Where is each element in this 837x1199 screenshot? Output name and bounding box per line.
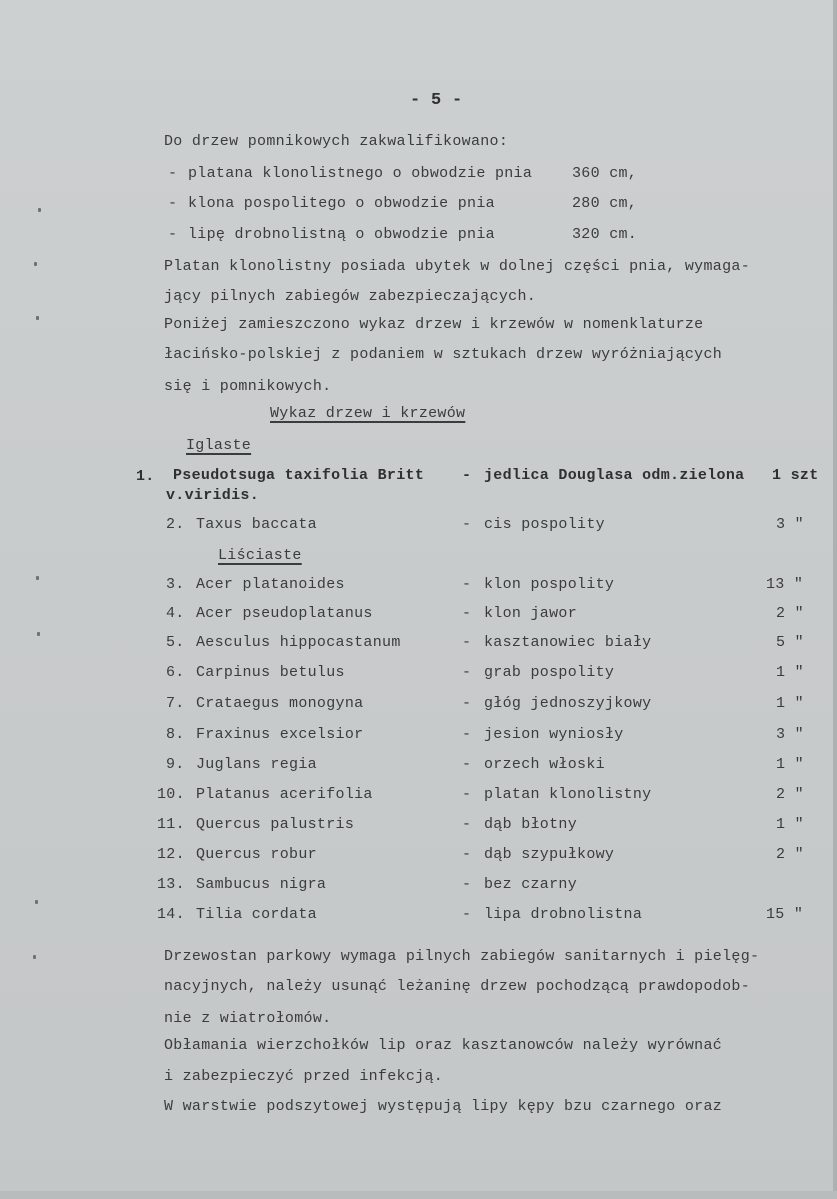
row-dash: -	[462, 786, 472, 803]
row-count: 1 "	[776, 816, 804, 833]
paragraph-line: łacińsko-polskiej z podaniem w sztukach drzew wyróżniających	[164, 346, 723, 363]
row-number: 9.	[166, 756, 185, 773]
intro-item-value: 360 cm,	[572, 165, 638, 182]
row-number: 7.	[166, 695, 185, 712]
intro-item-value: 280 cm,	[572, 195, 638, 212]
closing-line: nie z wiatrołomów.	[164, 1010, 332, 1027]
row-dash: -	[462, 634, 472, 651]
closing-line: Drzewostan parkowy wymaga pilnych zabiegów sanitarnych i pielęg-	[164, 948, 760, 965]
row-latin: Tilia cordata	[196, 906, 317, 923]
row-latin: Taxus baccata	[196, 516, 317, 533]
row-latin: Platanus acerifolia	[196, 786, 373, 803]
intro-item-bullet: -	[168, 195, 178, 212]
row-polish: dąb błotny	[484, 816, 578, 833]
row-latin: Carpinus betulus	[196, 664, 345, 681]
closing-line: W warstwie podszytowej występują lipy kępy bzu czarnego oraz	[164, 1098, 723, 1115]
row-number: 3.	[166, 576, 185, 593]
row-count: 1 "	[776, 664, 804, 681]
margin-speck	[37, 632, 40, 636]
row-continuation: v.viridis.	[166, 487, 260, 504]
row-dash: -	[462, 605, 472, 622]
page-edge-bottom	[0, 1191, 837, 1199]
margin-speck	[35, 900, 38, 904]
row-count: 2 "	[776, 786, 804, 803]
row-count: 1 szt	[772, 467, 819, 484]
intro-item-name: lipę drobnolistną o obwodzie pnia	[188, 226, 495, 243]
row-number: 4.	[166, 605, 185, 622]
margin-speck	[34, 262, 37, 266]
list-title: Wykaz drzew i krzewów	[270, 405, 466, 422]
intro-item-value: 320 cm.	[572, 226, 638, 243]
closing-line: Obłamania wierzchołków lip oraz kasztanowców należy wyrównać	[164, 1037, 723, 1054]
row-dash: -	[462, 516, 472, 533]
row-number: 8.	[166, 726, 185, 743]
row-polish: lipa drobnolistna	[484, 906, 643, 923]
row-count: 1 "	[776, 695, 804, 712]
row-count: 2 "	[776, 605, 804, 622]
row-count: 3 "	[776, 516, 804, 533]
paragraph-line: się i pomnikowych.	[164, 378, 332, 395]
intro-item-bullet: -	[168, 226, 178, 243]
row-polish: cis pospolity	[484, 516, 605, 533]
section-heading-conifers: Iglaste	[186, 437, 252, 454]
row-count: 3 "	[776, 726, 804, 743]
intro-item-name: platana klonolistnego o obwodzie pnia	[188, 165, 533, 182]
row-dash: -	[462, 576, 472, 593]
row-dash: -	[462, 876, 472, 893]
row-polish: bez czarny	[484, 876, 578, 893]
row-number: 2.	[166, 516, 185, 533]
row-polish: jesion wyniosły	[484, 726, 624, 743]
row-polish: dąb szypułkowy	[484, 846, 615, 863]
row-number: 11.	[157, 816, 185, 833]
row-latin: Aesculus hippocastanum	[196, 634, 401, 651]
row-count: 1 "	[776, 756, 804, 773]
row-count: 13 "	[766, 576, 804, 593]
paragraph-line: Poniżej zamieszczono wykaz drzew i krzewów w nomenklaturze	[164, 316, 704, 333]
margin-speck	[33, 955, 36, 959]
row-dash: -	[462, 756, 472, 773]
row-number: 1.	[136, 468, 155, 485]
row-polish: kasztanowiec biały	[484, 634, 652, 651]
row-polish: orzech włoski	[484, 756, 605, 773]
row-number: 13.	[157, 876, 185, 893]
row-polish: głóg jednoszyjkowy	[484, 695, 652, 712]
row-dash: -	[462, 906, 472, 923]
row-dash: -	[462, 664, 472, 681]
row-latin: Fraxinus excelsior	[196, 726, 364, 743]
row-count: 5 "	[776, 634, 804, 651]
paragraph-line: Platan klonolistny posiada ubytek w dolnej części pnia, wymaga-	[164, 258, 750, 275]
margin-speck	[38, 208, 41, 212]
intro-item-name: klona pospolitego o obwodzie pnia	[188, 195, 495, 212]
row-polish: klon jawor	[484, 605, 578, 622]
section-heading-deciduous: Liściaste	[218, 547, 302, 564]
intro-heading: Do drzew pomnikowych zakwalifikowano:	[164, 133, 509, 150]
paragraph-line: jący pilnych zabiegów zabezpieczających.	[164, 288, 537, 305]
page-edge-right	[833, 0, 837, 1199]
row-latin: Pseudotsuga taxifolia Britt	[173, 467, 425, 484]
row-number: 12.	[157, 846, 185, 863]
row-latin: Juglans regia	[196, 756, 317, 773]
row-dash: -	[462, 695, 472, 712]
row-number: 10.	[157, 786, 185, 803]
row-dash: -	[462, 816, 472, 833]
row-latin: Quercus palustris	[196, 816, 355, 833]
row-number: 14.	[157, 906, 185, 923]
row-latin: Crataegus monogyna	[196, 695, 364, 712]
row-polish: klon pospolity	[484, 576, 615, 593]
row-dash: -	[462, 846, 472, 863]
row-dash: -	[462, 726, 472, 743]
row-number: 5.	[166, 634, 185, 651]
row-polish: jedlica Douglasa odm.zielona	[484, 467, 745, 484]
row-dash: -	[462, 467, 472, 484]
row-polish: platan klonolistny	[484, 786, 652, 803]
margin-speck	[36, 576, 39, 580]
row-latin: Sambucus nigra	[196, 876, 327, 893]
closing-line: i zabezpieczyć przed infekcją.	[164, 1068, 444, 1085]
row-count: 15 "	[766, 906, 804, 923]
row-latin: Acer platanoides	[196, 576, 345, 593]
intro-item-bullet: -	[168, 165, 178, 182]
row-count: 2 "	[776, 846, 804, 863]
closing-line: nacyjnych, należy usunąć leżaninę drzew pochodzącą prawdopodob-	[164, 978, 750, 995]
row-latin: Acer pseudoplatanus	[196, 605, 373, 622]
row-latin: Quercus robur	[196, 846, 317, 863]
row-polish: grab pospolity	[484, 664, 615, 681]
row-number: 6.	[166, 664, 185, 681]
page-number: - 5 -	[410, 91, 463, 110]
margin-speck	[36, 316, 39, 320]
